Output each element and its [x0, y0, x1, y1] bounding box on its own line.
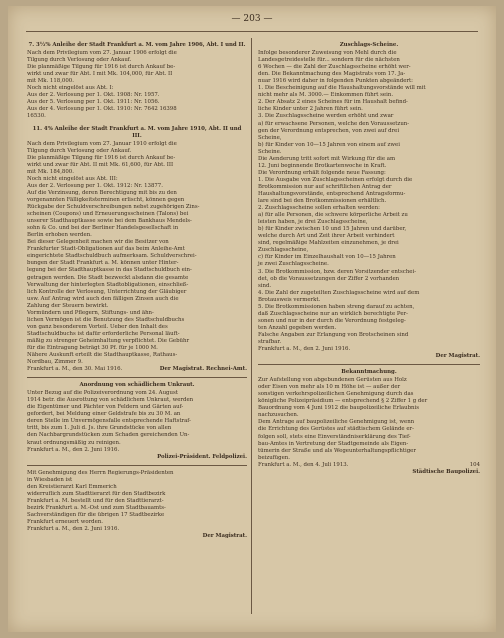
weed-notice-line: die Eigentümer und Pächter von Feldern und Gärten auf- — [27, 404, 184, 411]
loan-1910-line: legung bei der Stadthauptkasse in das Stadtschuldbuch ein- — [27, 267, 192, 274]
vet-notice-line: Mit Genehmigung des Herrn Regierungs-Präsidenten — [27, 469, 174, 476]
vet-notice-line: Frankfurt a. M. bestellt und für den Stadttierarzt- — [27, 497, 164, 504]
weed-notice-line: Unter Bezug auf die Polizeiverordnung vom 24. August — [27, 390, 178, 397]
section-rule — [27, 465, 247, 466]
loan-1910-line: Verwaltung der hinterlegten Stadtobligationen, einschließ- — [27, 281, 189, 288]
supplement-line: a) für alle Personen, die schwere körperliche Arbeit zu — [258, 212, 408, 219]
loan-1906-title: 7. 3½% Anleihe der Stadt Frankfurt a. M. vom Jahre 1906, Abt. I und II. — [28, 42, 246, 48]
notice-line: bau-Amtes in Vertretung der Stadtgemeinde als Eigen- — [258, 440, 409, 447]
notice-line: nachzusuchen. — [258, 412, 299, 419]
supplement-line: Landesgetreidestelle für... sondern für die nächsten — [258, 57, 400, 64]
vet-signature: Der Magistrat. — [202, 533, 247, 540]
notice-line: tümerin der Straße und als Wegeunterhaltungspflichtiger — [258, 447, 416, 454]
weed-signature: Polizei-Präsident. Feldpolizei. — [157, 453, 247, 460]
supplement-body — [258, 50, 480, 346]
loan-1906-line: mit Mk. 118,000. — [27, 78, 74, 85]
notice-line: beizufügen. — [258, 454, 290, 461]
loan-1910-line: Tilgung durch Verlosung oder Ankauf. — [27, 147, 132, 154]
loan-1910-body — [27, 141, 247, 367]
header-rule — [26, 31, 478, 32]
supplement-signature: Der Magistrat. — [435, 353, 480, 360]
supplement-line: lare sind bei den Brotkommissionen erhältlich. — [258, 198, 387, 205]
supplement-line: Haushaltungsvorstände, entsprechend Antragsformu- — [258, 190, 406, 197]
loan-1910-line: Nach dem Privilegium vom 27. Januar 1910 erfolgt die — [27, 140, 177, 147]
supplement-line: b) für Kinder zwischen 10 und 15 Jahren und darüber, — [258, 226, 407, 233]
supplement-line: Scheine. — [258, 148, 282, 155]
supplement-line: 3. Die Zuschlagsscheine werden erhöht und zwar — [258, 113, 394, 120]
loan-1906-line: Aus der 5. Verlosung per 1. Okt. 1911: Nr. 1056. — [27, 99, 160, 106]
loan-1910-line: sohn & Co. und bei der Berliner Handelsgesellschaft in — [27, 225, 179, 232]
loan-1906-line: wirkt und zwar für Abt. I mit Mk. 104,000, für Abt. II — [27, 71, 173, 78]
vet-notice-line: bezirk Frankfurt a. M.-Ost und zum Stadtbauamts- — [27, 504, 166, 511]
notice-body — [258, 377, 480, 462]
supplement-line: nicht mehr als M. 3000.— Einkommen führt sein. — [258, 92, 394, 99]
supplement-line: strafbar. — [258, 338, 282, 345]
supplement-line: 1. Die Bescheinigung auf die Haushaltungsvorstände will mit — [258, 85, 426, 92]
supplement-line: 3. Die Brotkommission, bzw. deren Vorsitzender entschei- — [258, 268, 417, 275]
supplement-line: a) für erwachsene Personen, welche den Voraussetzun- — [258, 120, 410, 127]
weed-notice-body — [27, 390, 247, 446]
weed-notice-title: Anordnung von schädlichem Unkraut. — [79, 382, 195, 389]
supplement-line: 6 Wochen — die Zahl der Zuschlagsscheine erhöht wer- — [258, 64, 411, 71]
loan-place-date: Frankfurt a. M., den 30. Mai 1916. — [27, 366, 123, 373]
loan-1910-line: Nähere Auskunft erteilt die Stadthauptkasse, Rathaus- — [27, 352, 178, 359]
loan-1906-body — [27, 50, 247, 120]
weed-place-date: Frankfurt a. M., den 2. Juni 1916. — [27, 446, 120, 453]
loan-1910-line: Berlin erhoben werden. — [27, 232, 92, 239]
weed-notice-line: gefordert, bei Meldung einer Geldstrafe bis zu 30 M. an — [27, 411, 181, 418]
gazette-page — [8, 6, 496, 632]
vet-notice-line: den Kreistierarzt Karl Emmerich — [27, 483, 117, 490]
supplement-title: Zuschlags-Scheine. — [339, 42, 399, 48]
supplement-place-date: Frankfurt a. M., den 2. Juni 1916. — [258, 346, 351, 353]
supplement-line: nuar 1916 wird daher in folgenden Punkten abgeändert: — [258, 78, 413, 85]
page-stamp: 104 — [469, 461, 480, 468]
loan-1910-line: Stadtschuldbuchs ist dafür erforderliche Personal läuft- — [27, 330, 180, 337]
supplement-line: Brotausweis vermerkt. — [258, 296, 321, 303]
loan-1910-line: Frankfurter Stadt-Obligationen auf das beim Anleihe-Amt — [27, 246, 185, 253]
loan-1910-line: für die Eintragung beträgt 30 Pf. für je 1000 M. — [27, 344, 158, 351]
notice-line: Bauordnung vom 4 Juni 1912 die baupolizeiliche Erlaubnis — [258, 405, 420, 412]
right-column — [258, 41, 480, 476]
loan-1910-line: mäßig zu strenger Geheimhaltung verpflichtet. Die Gebühr — [27, 337, 190, 344]
loan-1910-line: getragen werden. Die Stadt bezweckt alsdann die gesamte — [27, 274, 189, 281]
left-column — [27, 41, 247, 540]
notice-place-date: Frankfurt a. M., den 4. Juli 1913. — [258, 461, 349, 468]
loan-1910-line: Rückgabe der Schuldverschreibungen nebst zugehörigen Zins- — [27, 204, 200, 211]
column-divider — [251, 38, 252, 614]
supplement-line: den. Die Bekanntmachung des Magistrats vom 17. Ja- — [258, 71, 406, 78]
loan-1906-line: Aus der 2. Verlosung per 1. Okt. 1908: Nr. 1957. — [27, 92, 160, 99]
loan-1906-line: Nach dem Privilegium vom 27. Januar 1906 erfolgt die — [27, 50, 177, 57]
loan-1910-line: unserer Stadthauptkasse sowie bei dem Bankhaus Mendels- — [27, 218, 192, 225]
supplement-line: b) für Kinder von 10—15 Jahren von einem auf zwei — [258, 141, 400, 148]
loan-1906-line: 16530. — [27, 113, 46, 120]
page-number: — 203 — — [231, 14, 273, 24]
supplement-line: sind. — [258, 282, 272, 289]
loan-1910-line: Bei dieser Gelegenheit machen wir die Besitzer von — [27, 239, 169, 246]
section-rule — [27, 377, 247, 378]
loan-1910-line: Vormündern und Pflegern, Stiftungs- und ähn- — [27, 309, 154, 316]
vet-place-date: Frankfurt a. M., den 2. Juni 1916. — [27, 526, 120, 533]
notice-signature: Städtische Baupolizei. — [412, 468, 480, 475]
notice-line: königliche Polizeipräsidium — entsprechend § 2 Ziffer 1 g der — [258, 398, 428, 405]
vet-notice-body — [27, 470, 247, 526]
loan-1910-line: eingerichtete Stadtschuldbuch aufmerksam. Schuldverschrei- — [27, 253, 197, 260]
notice-line: Zur Aufstellung von abgebundenen Gerüsten aus Holz — [258, 377, 407, 384]
loan-1910-title: 11. 4% Anleihe der Stadt Frankfurt a. M. vom Jahre 1910, Abt. II und III. — [32, 125, 242, 139]
notice-line: sonstigen verkehrspolizeilichen Genehmigung durch das — [258, 391, 414, 398]
supplement-line: sind, regelmäßige Mahlzeiten einzunehmen, je drei — [258, 240, 399, 247]
supplement-line: c) für Kinder im Einzelhaushalt von 10—15 Jahren — [258, 254, 396, 261]
supplement-line: Die Aenderung tritt sofort mit Wirkung für die am — [258, 155, 396, 162]
supplement-line: welche durch Art und Zeit ihrer Arbeit verhindert — [258, 233, 395, 240]
supplement-line: Die Verordnung erhält folgende neue Fassung: — [258, 169, 386, 176]
supplement-line: daß Zuschlagsscheine nur an wirklich berechtigte Per- — [258, 310, 408, 317]
supplement-line: Zuschlagsscheine, — [258, 247, 309, 254]
vet-notice-line: Frankfurt erneuert worden. — [27, 519, 104, 525]
weed-notice-line: kraut ordnungsmäßig zu reinigen. — [27, 439, 121, 446]
supplement-line: Scheine, — [258, 134, 282, 141]
loan-1910-line: Auf die Verzinsung, deren Berechtigung mit bis zu den — [27, 189, 177, 196]
notice-line: folgen soll, stets eine Einverständniserklärung des Tief- — [258, 433, 411, 440]
supplement-line: Falsche Angaben zur Erlangung von Brotscheinen sind — [258, 331, 409, 338]
loan-1910-line: usw. Auf Antrag wird auch den fälligen Zinsen auch die — [27, 295, 179, 302]
notice-line: die Errichtung des Gerüstes auf städtischem Gelände er- — [258, 426, 414, 433]
vet-notice-line: widerruflich zum Stadttierarzt für den Stadtbezirk — [27, 490, 166, 497]
notice-title: Bekanntmachung. — [341, 369, 397, 376]
loan-1910-line: Aus der 2. Verlosung per 1. Okt. 1912: Nr. 13877. — [27, 182, 163, 189]
vet-notice-line: Sachverständigen für die übrigen 17 Stadtbezirke — [27, 511, 165, 518]
section-rule — [258, 364, 480, 365]
vet-notice-line: in Wiesbaden ist — [27, 476, 73, 483]
weed-notice-line: tritt, bis zum 1. Juli d. Js. ihre Grundstücke von allen — [27, 425, 172, 432]
supplement-line: 1. Die Ausgabe von Zuschlagsscheinen erfolgt durch die — [258, 176, 413, 183]
loan-1906-line: Noch nicht eingelöst aus Abt. I: — [27, 85, 114, 92]
loan-1910-line: von ganz besonderem Vorteil. Ueber den Inhalt des — [27, 323, 168, 330]
weed-notice-line: 1914 betr. die Ausrottung von schädlichem Unkraut, werden — [27, 397, 194, 404]
notice-line: Dem Antrage auf baupolizeiliche Genehmigung ist, wenn — [258, 419, 415, 426]
loan-1910-line: lich Kontrolle der Verlosung, Unterrichtung der Gläubiger — [27, 288, 187, 295]
loan-1910-line: scheinen (Coupons) und Erneuerungsscheinen (Talons) bei — [27, 211, 189, 218]
loan-1906-line: Die planmäßige Tilgung für 1916 ist durch Ankauf be- — [27, 64, 176, 71]
supplement-line: je zwei Zuschlagsscheine. — [258, 261, 329, 268]
supplement-line: gen der Verordnung entsprechen, von zwei auf drei — [258, 127, 400, 134]
supplement-line: Infolge besonderer Zuweisung von Mehl durch die — [258, 50, 397, 57]
weed-notice-line: deren Stelle im Unvermögensfalle entsprechende Haftstraf- — [27, 418, 191, 425]
loan-1910-line: Die planmäßige Tilgung für 1916 ist durch Ankauf be- — [27, 154, 176, 161]
loan-1910-line: lichen Vermögen ist die Benutzung des Stadtschuldbuchs — [27, 316, 185, 323]
supplement-line: liche Kinder unter 2 Jahren führt sein. — [258, 106, 363, 113]
weed-notice-line: den Nachbargrundstücken zum Schaden gereichenden Un- — [27, 432, 190, 439]
notice-line: oder Eisen von mehr als 10 m Höhe ist — außer der — [258, 384, 401, 391]
loan-1906-line: Aus der 4. Verlosung per 1. Okt. 1910: Nr. 7642 16398 — [27, 106, 177, 113]
loan-1910-line: Zahlung der Steuern bewirkt. — [27, 302, 109, 309]
loan-1910-line: wirkt und zwar für Abt. II mit Mk. 61,600, für Abt. III — [27, 161, 174, 168]
supplement-line: 12. Juni beginnende Brotkartenwoche in Kraft. — [258, 162, 387, 169]
loan-1910-line: Noch nicht eingelöst aus Abt. III: — [27, 175, 118, 182]
loan-1910-line: Nordbau, Zimmer 9. — [27, 359, 83, 366]
loan-signature: Der Magistrat. Rechnei-Amt. — [159, 366, 247, 373]
supplement-line: 2. Der Absatz 2 eines Scheines für im Haushalt befind- — [258, 99, 408, 106]
supplement-line: 2. Zuschlagsscheine sollen erhalten werden: — [258, 205, 380, 212]
supplement-line: Brotkommission nur auf schriftlichen Antrag der — [258, 183, 392, 190]
loan-1910-line: vorgenannten Fälligkeitsterminen erlischt, können gegen — [27, 196, 185, 203]
loan-1910-line: mit Mk. 184,800. — [27, 168, 74, 175]
supplement-line: det, ob die Voraussetzungen der Ziffer 2 vorhanden — [258, 275, 400, 282]
supplement-line: 5. Die Brotkommissionen haben streng darauf zu achten, — [258, 303, 415, 310]
loan-1906-line: Tilgung durch Verlosung oder Ankauf. — [27, 57, 132, 64]
supplement-line: leisten haben, je drei Zuschlagsscheine, — [258, 219, 368, 226]
supplement-line: ten Anzahl gegeben werden. — [258, 324, 337, 331]
supplement-line: sonen und nur in der durch die Verordnung festgeleg- — [258, 317, 406, 324]
loan-1910-line: bungen der Stadt Frankfurt a. M. können unter Hinter- — [27, 260, 179, 267]
supplement-line: 4. Die Zahl der zugeteilten Zuschlagsscheine wird auf dem — [258, 289, 420, 296]
